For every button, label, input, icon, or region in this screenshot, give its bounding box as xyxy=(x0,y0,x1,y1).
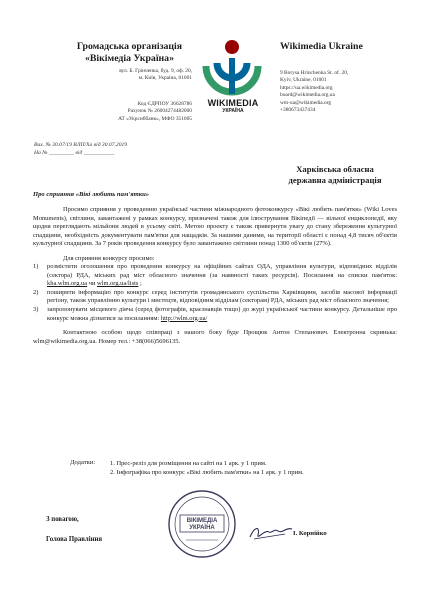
signature-block xyxy=(46,510,102,550)
org-ua-title-line1: Громадська організація xyxy=(76,41,183,52)
attachments-label: Додатки: xyxy=(70,459,96,466)
org-en-address-line1: 9 Borysa Hrinchenka St. of. 20, xyxy=(280,70,349,76)
outgoing-number-line: Вих. № 30.07/19 ВЛП/Ха від 30.07.2019 xyxy=(34,142,128,148)
org-ua-edrpou: Код ЄДРПОУ 36628786 xyxy=(137,101,192,107)
recipient-line1: Харківська обласна xyxy=(296,164,374,174)
list-item xyxy=(33,306,397,323)
org-en-email-wm[interactable]: wm-ua@wikimedia.org xyxy=(280,99,332,106)
attachment-item: 1. Прес-реліз для розміщення на сайті на 1 арк. у 1 прим. xyxy=(110,460,267,467)
org-en-website[interactable]: https://ua.wikimedia.org xyxy=(280,84,333,91)
body-contact: Контактною особою щодо співпраці з нашого боку буде Прощюк Антон Степанович. Електронна скринька: wlm@wikimedia.org.ua. Номер тел.: +38(066)5696135. xyxy=(33,329,397,345)
list-item-text: запропонувати місцевого діяча (серед фотографів, краєзнавців тощо) до журі української частини конкурсу. Детальніше про конкурс можна дізнатися за посиланням: http://wlm.org.ua/ xyxy=(47,306,397,322)
list-link-wlm[interactable]: http://wlm.org.ua/ xyxy=(160,314,208,322)
list-item-number: 1) xyxy=(33,263,39,271)
org-en-email-board[interactable]: board@wikimedia.org.ua xyxy=(280,92,335,99)
body-paragraph-1: Просимо сприяння у проведенню українськї частини міжнародного фотоконкурсу «Вікі любить пам'ятки» (Wiki Loves Monuments), світлини, завантажені у рамках конкурсу, призначені також для ілюстрування Вікіпедії — вільної енциклопедії, яку щодня переглядають мільйони людей в усьому світі. Метою проекту є також привернути увагу до стану збереження культурної спадщини, необхідність документувати пам'ятки для нащадків. За нашими даними, на території області є понад 4,8 тисяч об'єктів культурної спадщини. За 7 років проведення конкурсу було завантажено світлини понад 1300 об'єктів (27%). xyxy=(33,206,397,248)
org-en-phone: +380673437434 xyxy=(280,107,316,114)
attachment-item: 2. Інфографіка про конкурс «Вікі любить пам'ятки» на 1 арк. у 1 прим. xyxy=(110,469,304,476)
org-ua-bank-details xyxy=(58,101,192,123)
letter-body xyxy=(33,206,397,346)
letter-subject: Про сприяння «Вікі любить пам'ятки» xyxy=(33,191,150,198)
list-item-number: 2) xyxy=(33,288,39,296)
org-ua-bank: АТ «Укрсиббанк», МФО 351005 xyxy=(118,115,192,122)
list-link-lists[interactable]: wlm.org.ua/lists xyxy=(97,280,139,288)
org-ua-title xyxy=(62,41,197,65)
org-ua-title-line2: «Вікімедіа Україна» xyxy=(85,53,174,64)
org-en-address-line2: Kyiv, Ukraine, 01001 xyxy=(280,77,327,84)
org-ua-address xyxy=(58,68,192,83)
org-en-contacts xyxy=(280,70,348,114)
list-item-text: розмістити оголошення про проведення конкурсу на офіційних сайтах ОДА, управління культури, відповідних відділів (сектора) РДА, міських рад міст обласного значення (за наявності таких ресурсів). Посилання на списки пам'яток: kha.wlm.org.ua чи wlm.org.ua/lists ; xyxy=(47,263,397,288)
list-link-kha[interactable]: kha.wlm.org.ua xyxy=(47,280,88,288)
svg-text:ВІКІМЕДІА: ВІКІМЕДІА xyxy=(186,518,218,524)
list-item-text: поширити інформацію про конкурс серед інститутів громадянського суспільства Харківщини, засобів масової інформації регіону, також управлінню культури і мистецтв, відповідним відділам (секторам) РДА, міських рад міст обласного значення; xyxy=(47,288,397,305)
list-item-number: 3) xyxy=(33,306,39,314)
outgoing-ref-line: На № _________ від ___________ xyxy=(34,150,115,156)
org-ua-account: Рахунок № 26004274482000 xyxy=(127,108,192,115)
outgoing-number xyxy=(34,141,127,157)
signer-position: Голова Правління xyxy=(46,536,103,543)
list-item xyxy=(33,289,397,306)
org-en-title: Wikimedia Ukraine xyxy=(280,41,363,52)
recipient-line2: державна адміністрація xyxy=(288,175,382,185)
logo-wordmark: WIKIMEDIA xyxy=(207,98,259,108)
official-stamp xyxy=(166,488,238,560)
attachments-list xyxy=(110,459,380,477)
body-intro: Для сприяння конкурсу просимо: xyxy=(63,254,155,262)
recipient-block xyxy=(270,164,400,186)
closing: З повагою, xyxy=(46,516,79,523)
org-ua-address-line1: вул. Б. Грінченка, буд. 9, оф. 20, xyxy=(119,68,192,74)
logo-subline: УКРАЇНА xyxy=(222,108,244,114)
logo-red-dot xyxy=(225,40,239,54)
handwritten-signature xyxy=(247,522,295,544)
svg-text:УКРАЇНА: УКРАЇНА xyxy=(189,525,215,531)
logo-stem xyxy=(229,58,235,94)
signer-name: І. Корнійко xyxy=(293,530,327,537)
org-ua-address-line2: м. Київ, Україна, 01001 xyxy=(138,75,192,82)
list-item xyxy=(33,263,397,289)
